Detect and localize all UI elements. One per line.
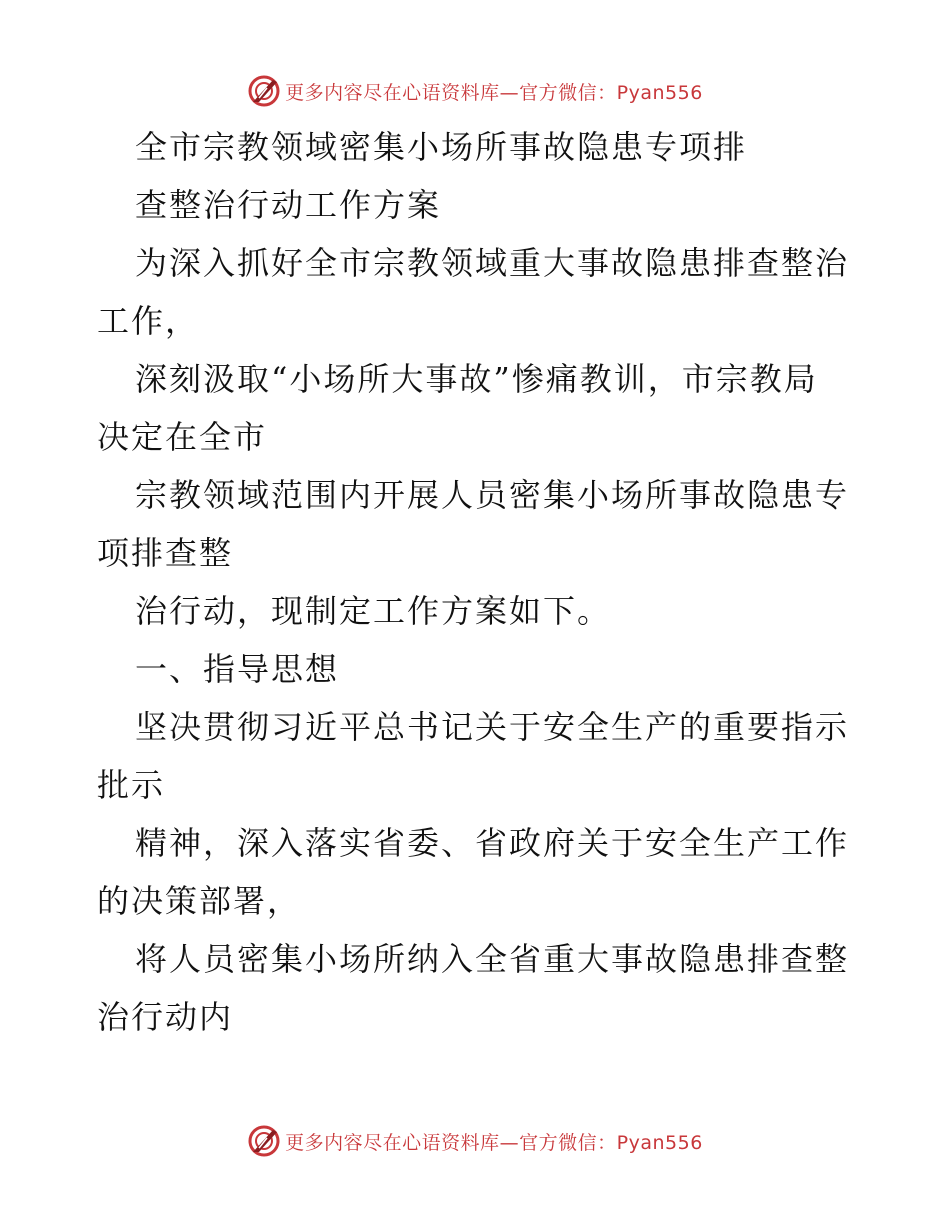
footer-wechat-account: 官方微信：Pyan556 — [519, 1131, 703, 1154]
paragraph-line: 深刻汲取“小场所大事故”惨痛教训，市宗教局 — [135, 360, 818, 398]
paragraph-line: 决定在全市 — [97, 418, 268, 456]
header-watermark — [0, 71, 950, 111]
quill-pen-logo-icon — [247, 1124, 281, 1158]
header-dash: — — [499, 81, 520, 104]
paragraph-line: 治行动，现制定工作方案如下。 — [135, 592, 612, 630]
paragraph-line: 批示 — [97, 766, 166, 804]
paragraph-line: 为深入抓好全市宗教领域重大事故隐患排查整治 — [135, 244, 850, 282]
paragraph-line: 工作， — [97, 302, 200, 340]
doc-title-line-2: 查整治行动工作方案 — [135, 186, 442, 224]
paragraph-line: 精神，深入落实省委、省政府关于安全生产工作 — [135, 824, 850, 862]
header-slogan: 更多内容尽在心语资料库 — [285, 81, 500, 104]
paragraph-line: 的决策部署， — [97, 882, 302, 920]
paragraph-line: 坚决贯彻习近平总书记关于安全生产的重要指示 — [135, 708, 850, 746]
footer-watermark — [0, 1121, 950, 1161]
quill-pen-logo-icon — [247, 74, 281, 108]
paragraph-line: 宗教领域范围内开展人员密集小场所事故隐患专 — [135, 476, 850, 514]
header-wechat-account: 官方微信：Pyan556 — [519, 81, 703, 104]
footer-slogan: 更多内容尽在心语资料库 — [285, 1131, 500, 1154]
footer-dash: — — [499, 1131, 520, 1154]
header-watermark-text — [285, 78, 703, 105]
doc-title-line-1: 全市宗教领域密集小场所事故隐患专项排 — [135, 128, 748, 166]
paragraph-line: 项排查整 — [97, 534, 234, 572]
section-heading: 一、指导思想 — [135, 650, 340, 688]
paragraph-line: 治行动内 — [97, 998, 234, 1036]
paragraph-line: 将人员密集小场所纳入全省重大事故隐患排查整 — [135, 940, 850, 978]
document-body — [97, 118, 857, 1046]
footer-watermark-text — [285, 1128, 703, 1155]
